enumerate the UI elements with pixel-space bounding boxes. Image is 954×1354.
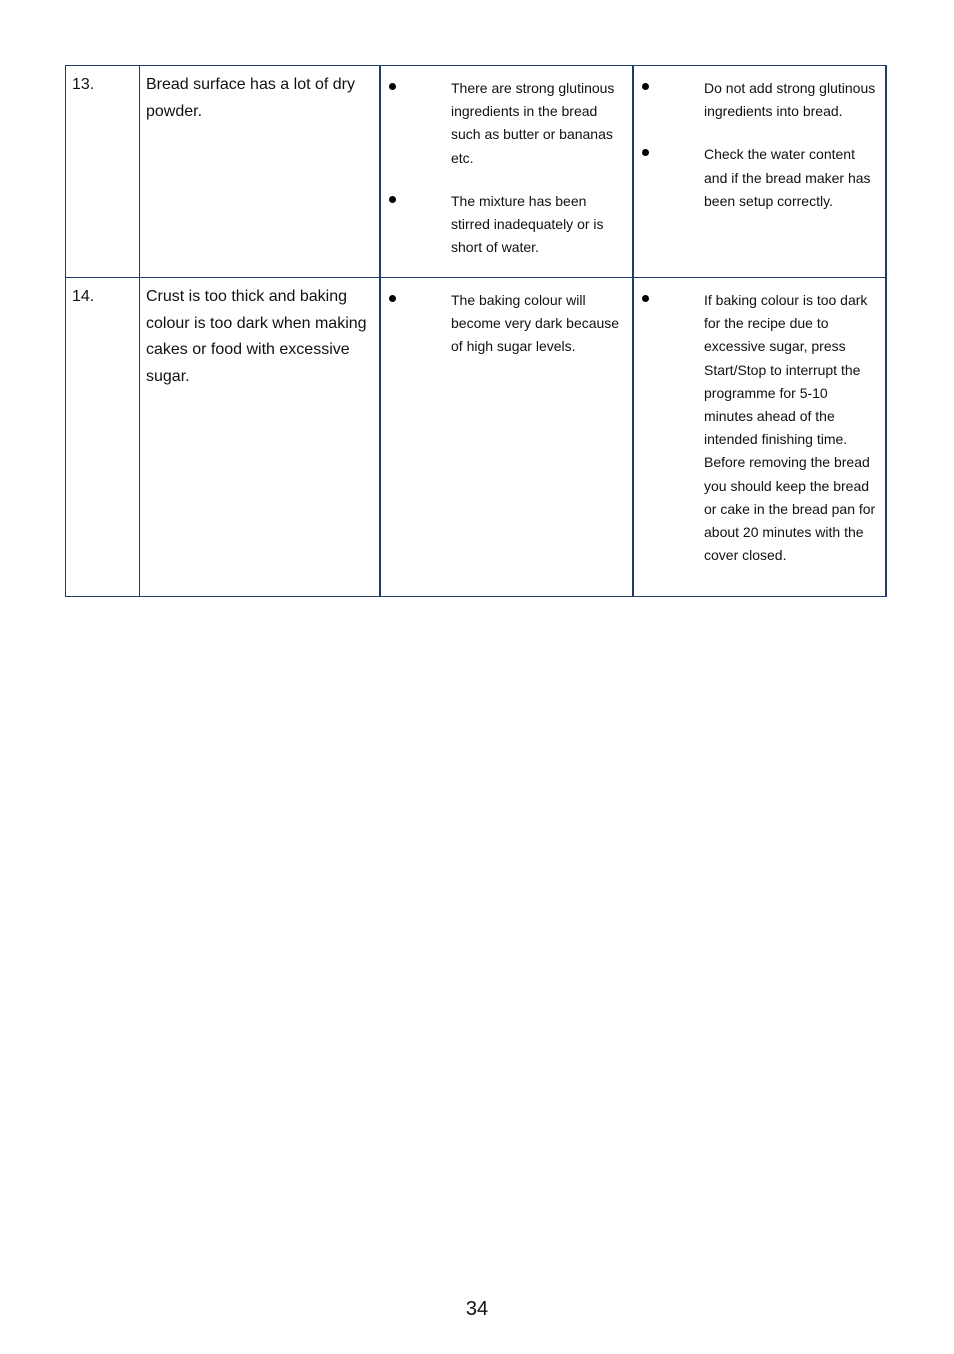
row-number: 13. <box>72 76 95 93</box>
solution-cell <box>633 66 886 278</box>
bullet-icon <box>642 295 649 302</box>
cause-text: There are strong glutinous ingredients in the bread such as butter or bananas etc. <box>451 80 615 166</box>
bullet-icon <box>389 196 396 203</box>
solution-item <box>634 132 885 213</box>
solution-text: Check the water content and if the bread maker has been setup correctly. <box>704 146 871 209</box>
solution-list <box>634 66 885 213</box>
solution-cell <box>633 278 886 597</box>
cause-text: The mixture has been stirred inadequately or is short of water. <box>451 192 604 256</box>
cause-item <box>381 66 632 170</box>
bullet-icon <box>642 149 649 156</box>
bullet-icon <box>389 83 396 90</box>
row-number: 14. <box>72 288 95 305</box>
bullet-icon <box>389 295 396 302</box>
solution-item <box>634 278 885 567</box>
solution-item <box>634 66 885 123</box>
cause-text: The baking colour will become very dark because of high sugar levels. <box>451 292 620 355</box>
cause-list <box>381 278 632 359</box>
page-number: 34 <box>465 1298 489 1320</box>
problem-cell <box>140 66 381 278</box>
cause-cell <box>380 66 633 278</box>
troubleshooting-table <box>65 65 887 597</box>
row-number-cell <box>66 66 140 278</box>
bullet-icon <box>642 83 649 90</box>
table-row <box>66 278 887 597</box>
problem-text: Crust is too thick and baking colour is too dark when making cakes or food with excessive sugar. <box>146 288 367 385</box>
cause-item <box>381 179 632 260</box>
solution-text: Do not add strong glutinous ingredients into bread. <box>704 80 876 120</box>
solution-text: If baking colour is too dark for the recipe due to excessive sugar, press Start/Stop to interrupt the programme for 5-10 minutes ahead of the intended finishing time. Before removing the bread you should keep the bread or cake in the bread pan for about 20 minutes with the cover closed. <box>704 292 876 564</box>
problem-text: Bread surface has a lot of dry powder. <box>146 76 355 120</box>
problem-cell <box>140 278 381 597</box>
cause-list <box>381 66 632 259</box>
cause-cell <box>380 278 633 597</box>
row-number-cell <box>66 278 140 597</box>
cause-item <box>381 278 632 359</box>
solution-list <box>634 278 885 567</box>
table-row <box>66 66 887 278</box>
